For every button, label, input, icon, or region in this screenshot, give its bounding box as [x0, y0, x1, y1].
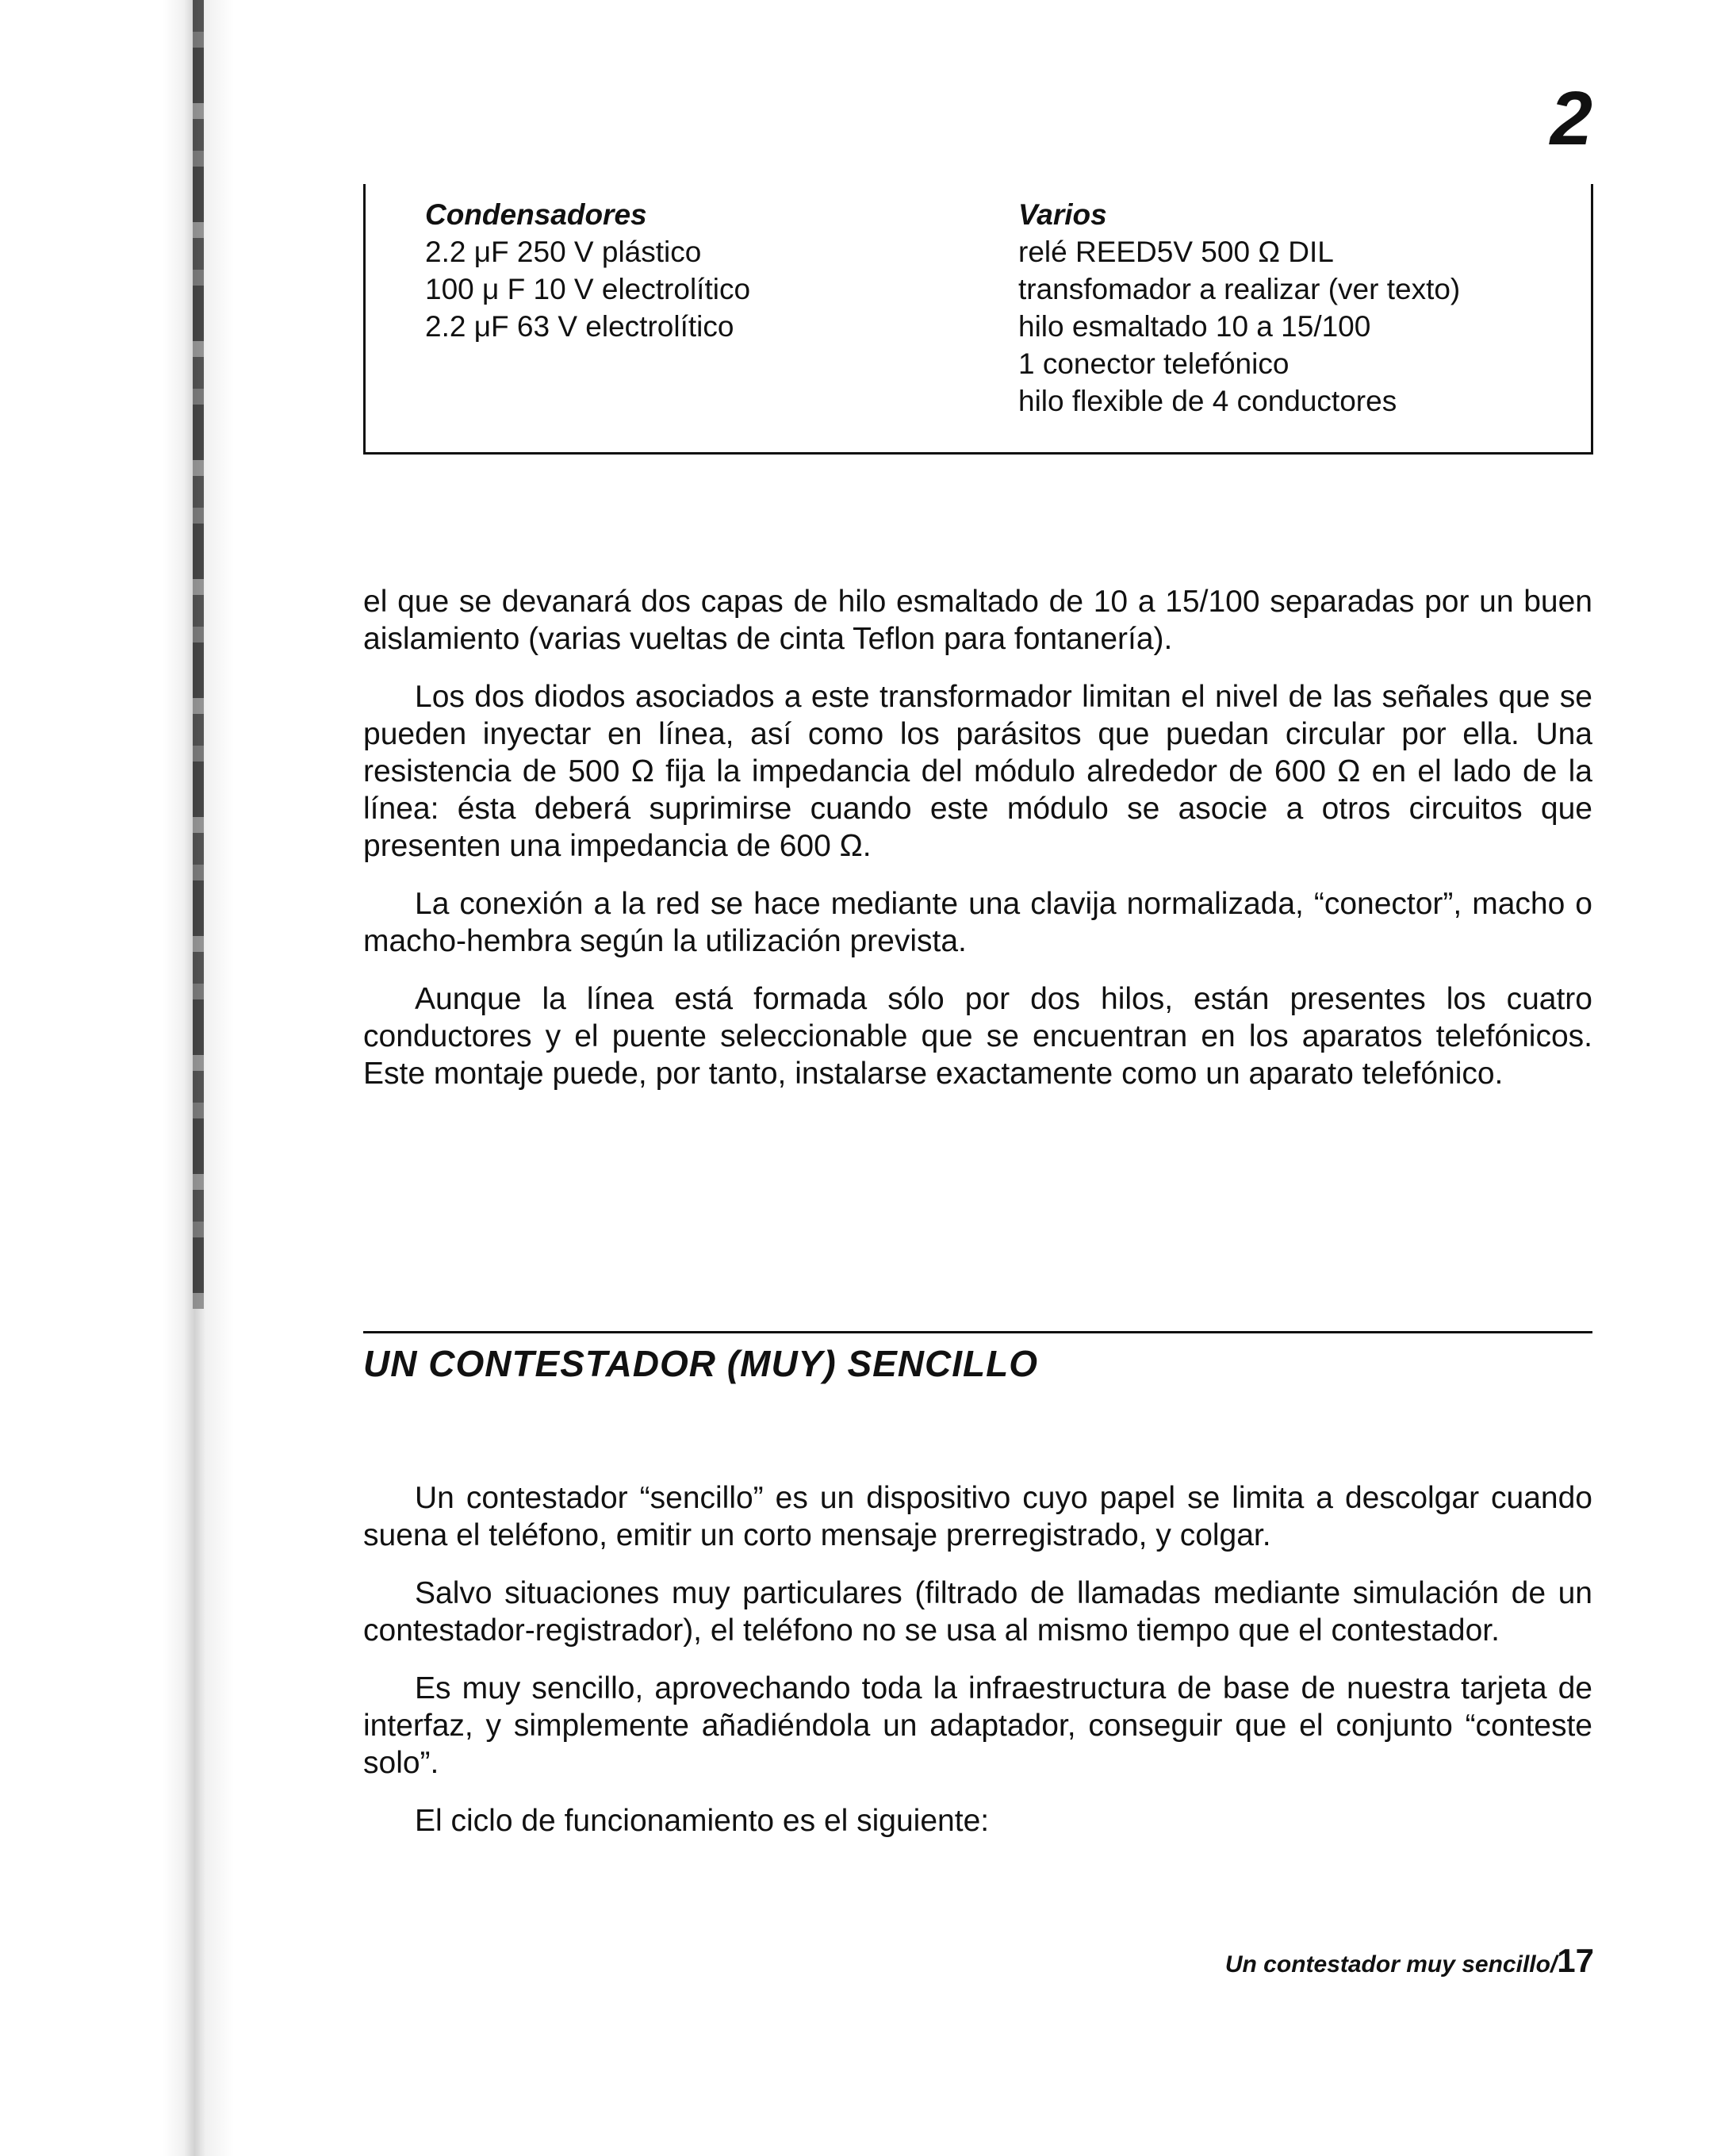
- paragraph: Aunque la línea está formada sólo por dos hilos, están presentes los cuatro conductores y el puente seleccionable que se encuentran en los aparatos telefónicos. Este montaje puede, por tanto, instalarse exactamente como un aparato telefónico.: [363, 982, 1592, 1091]
- page-number: 17: [1557, 1942, 1594, 1979]
- section-rule: [363, 1331, 1592, 1333]
- parts-item: hilo flexible de 4 conductores: [1018, 385, 1397, 417]
- parts-column-misc: [1018, 196, 1460, 420]
- body-text-top: [363, 583, 1592, 1113]
- paragraph: Salvo situaciones muy particulares (filtrado de llamadas mediante simulación de un contestador-registrador), el teléfono no se usa al mismo tiempo que el contestador.: [363, 1576, 1592, 1648]
- body-text-bottom: [363, 1479, 1592, 1860]
- parts-item: hilo esmaltado 10 a 15/100: [1018, 310, 1371, 343]
- parts-item: relé REED5V 500 Ω DIL: [1018, 236, 1334, 268]
- paragraph: Los dos diodos asociados a este transformador limitan el nivel de las señales que se pueden inyectar en línea, así como los parásitos que puedan circular por ella. Una resistencia de 500 Ω fija la impedancia del módulo alrededor de 600 Ω en el lado de la línea: ésta deberá suprimirse cuando este módulo se asocie a otros circuitos que presenten una impedancia de 600 Ω.: [363, 680, 1592, 863]
- parts-item: transfomador a realizar (ver texto): [1018, 273, 1461, 305]
- paragraph: El ciclo de funcionamiento es el siguiente:: [415, 1804, 990, 1838]
- parts-item: 1 conector telefónico: [1018, 347, 1290, 380]
- parts-column-capacitors: [425, 196, 750, 345]
- section-title: UN CONTESTADOR (MUY) SENCILLO: [363, 1343, 1039, 1384]
- running-title: Un contestador muy sencillo/: [1224, 1951, 1558, 1978]
- parts-item: 2.2 μF 250 V plástico: [425, 236, 702, 268]
- paragraph: Un contestador “sencillo” es un dispositivo cuyo papel se limita a descolgar cuando suena el teléfono, emitir un corto mensaje prerregistrado, y colgar.: [363, 1481, 1592, 1552]
- parts-heading-capacitors: Condensadores: [425, 198, 647, 231]
- paragraph: el que se devanará dos capas de hilo esmaltado de 10 a 15/100 separadas por un buen aislamiento (varias vueltas de cinta Teflon para fontanería).: [363, 585, 1592, 656]
- parts-item: 2.2 μF 63 V electrolítico: [425, 310, 734, 343]
- book-spine-shadow: [163, 0, 234, 2156]
- parts-heading-misc: Varios: [1018, 198, 1107, 231]
- parts-item: 100 μ F 10 V electrolítico: [425, 273, 751, 305]
- page-footer: [1225, 1942, 1594, 1980]
- chapter-number: 2: [1550, 76, 1594, 161]
- paragraph: Es muy sencillo, aprovechando toda la infraestructura de base de nuestra tarjeta de interfaz, y simplemente añadiéndola un adaptador, conseguir que el conjunto “conteste solo”.: [363, 1671, 1592, 1780]
- parts-list-box: [363, 184, 1593, 455]
- paragraph: La conexión a la red se hace mediante una clavija normalizada, “conector”, macho o macho-hembra según la utilización prevista.: [363, 887, 1592, 958]
